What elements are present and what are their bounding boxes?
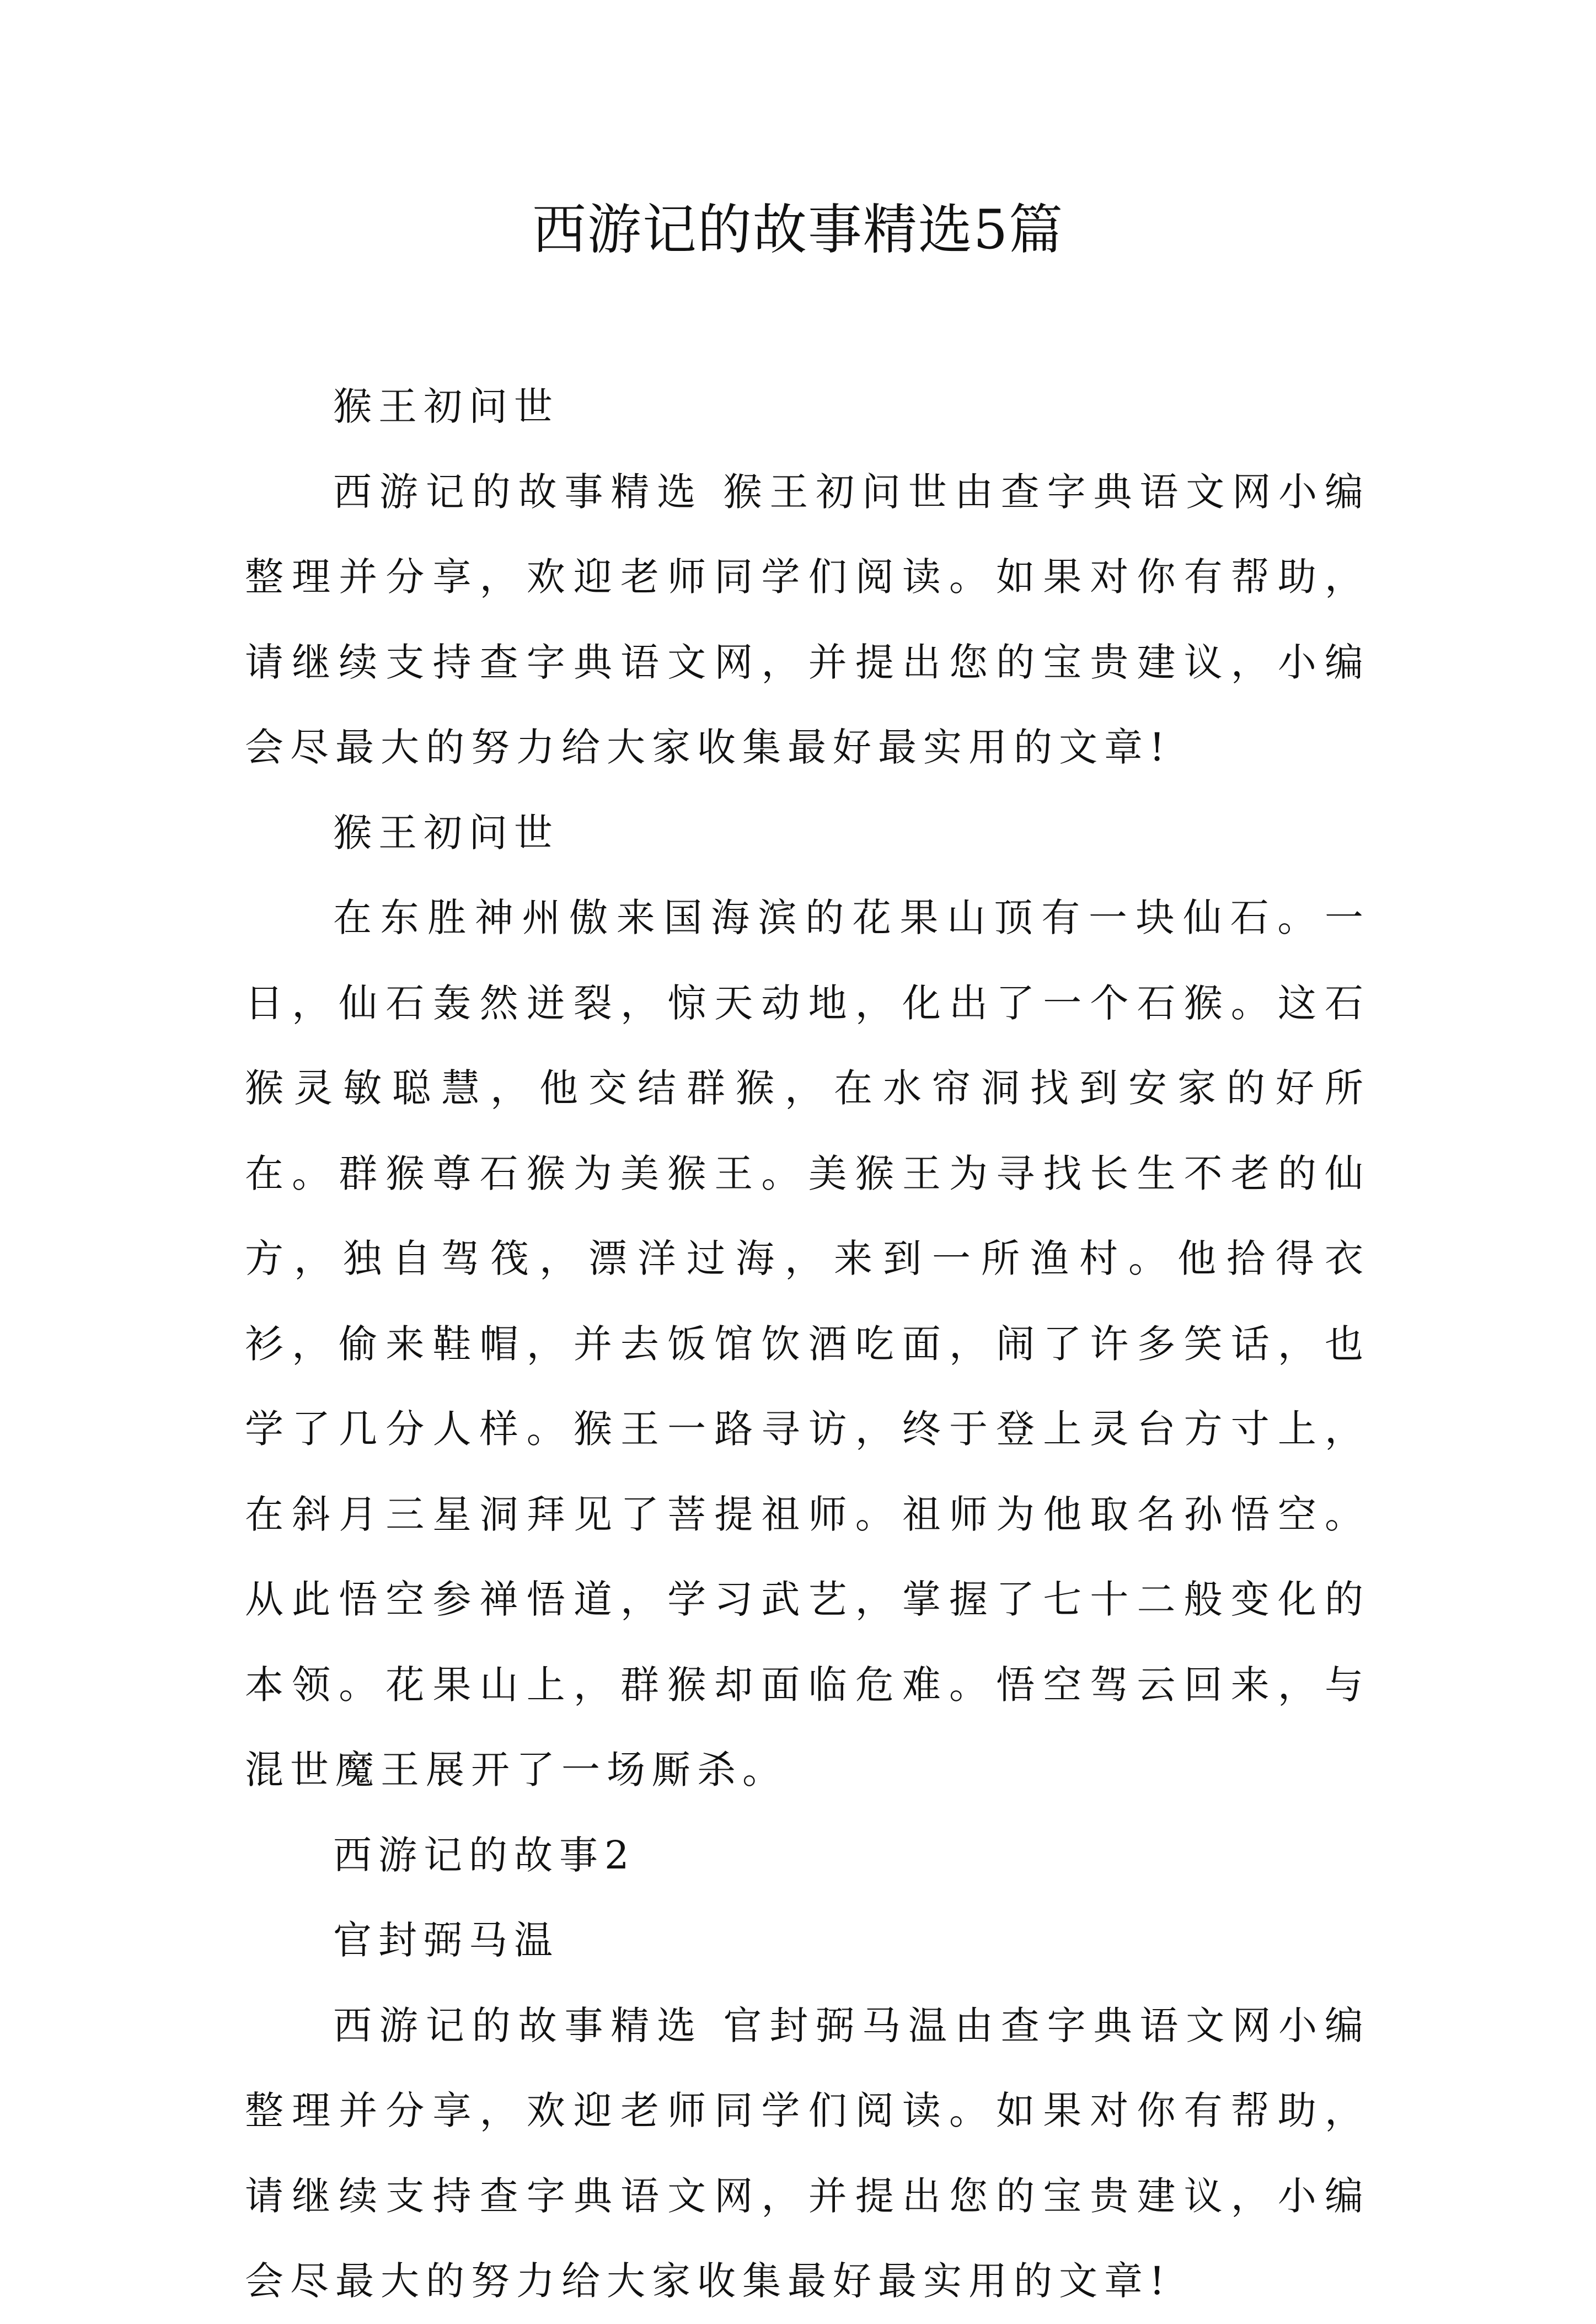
section-heading: 猴王初问世 [333, 384, 559, 429]
paragraph: 西游记的故事精选 官封弼马温由查字典语文网小编整理并分享，欢迎老师同学们阅读。如果对你有帮助，请继续支持查字典语文网，并提出您的宝贵建议，小编会尽最大的努力给大家收集最好最实用的文章! [245, 2002, 1370, 2304]
paragraph: 西游记的故事精选 猴王初问世由查字典语文网小编整理并分享，欢迎老师同学们阅读。如果对你有帮助，请继续支持查字典语文网，并提出您的宝贵建议，小编会尽最大的努力给大家收集最好最实用的文章! [245, 469, 1370, 770]
section-heading: 官封弼马温 [333, 1918, 559, 1963]
section-heading: 西游记的故事2 [333, 1832, 636, 1878]
document-body [245, 364, 1370, 2324]
paragraph: 在东胜神州傲来国海滨的花果山顶有一块仙石。一日，仙石轰然迸裂，惊天动地，化出了一个石猴。这石猴灵敏聪慧，他交结群猴，在水帘洞找到安家的好所在。群猴尊石猴为美猴王。美猴王为寻找长生不老的仙方，独自驾筏，漂洋过海，来到一所渔村。他拾得衣衫，偷来鞋帽，并去饭馆饮酒吃面，闹了许多笑话，也学了几分人样。猴王一路寻访，终于登上灵台方寸上，在斜月三星洞拜见了菩提祖师。祖师为他取名孙悟空。从此悟空参禅悟道，学习武艺，掌握了七十二般变化的本领。花果山上，群猴却面临危难。悟空驾云回来，与混世魔王展开了一场厮杀。 [245, 895, 1370, 1792]
document-title: 西游记的故事精选5篇 [532, 199, 1064, 261]
section-heading: 猴王初问世 [333, 810, 559, 855]
